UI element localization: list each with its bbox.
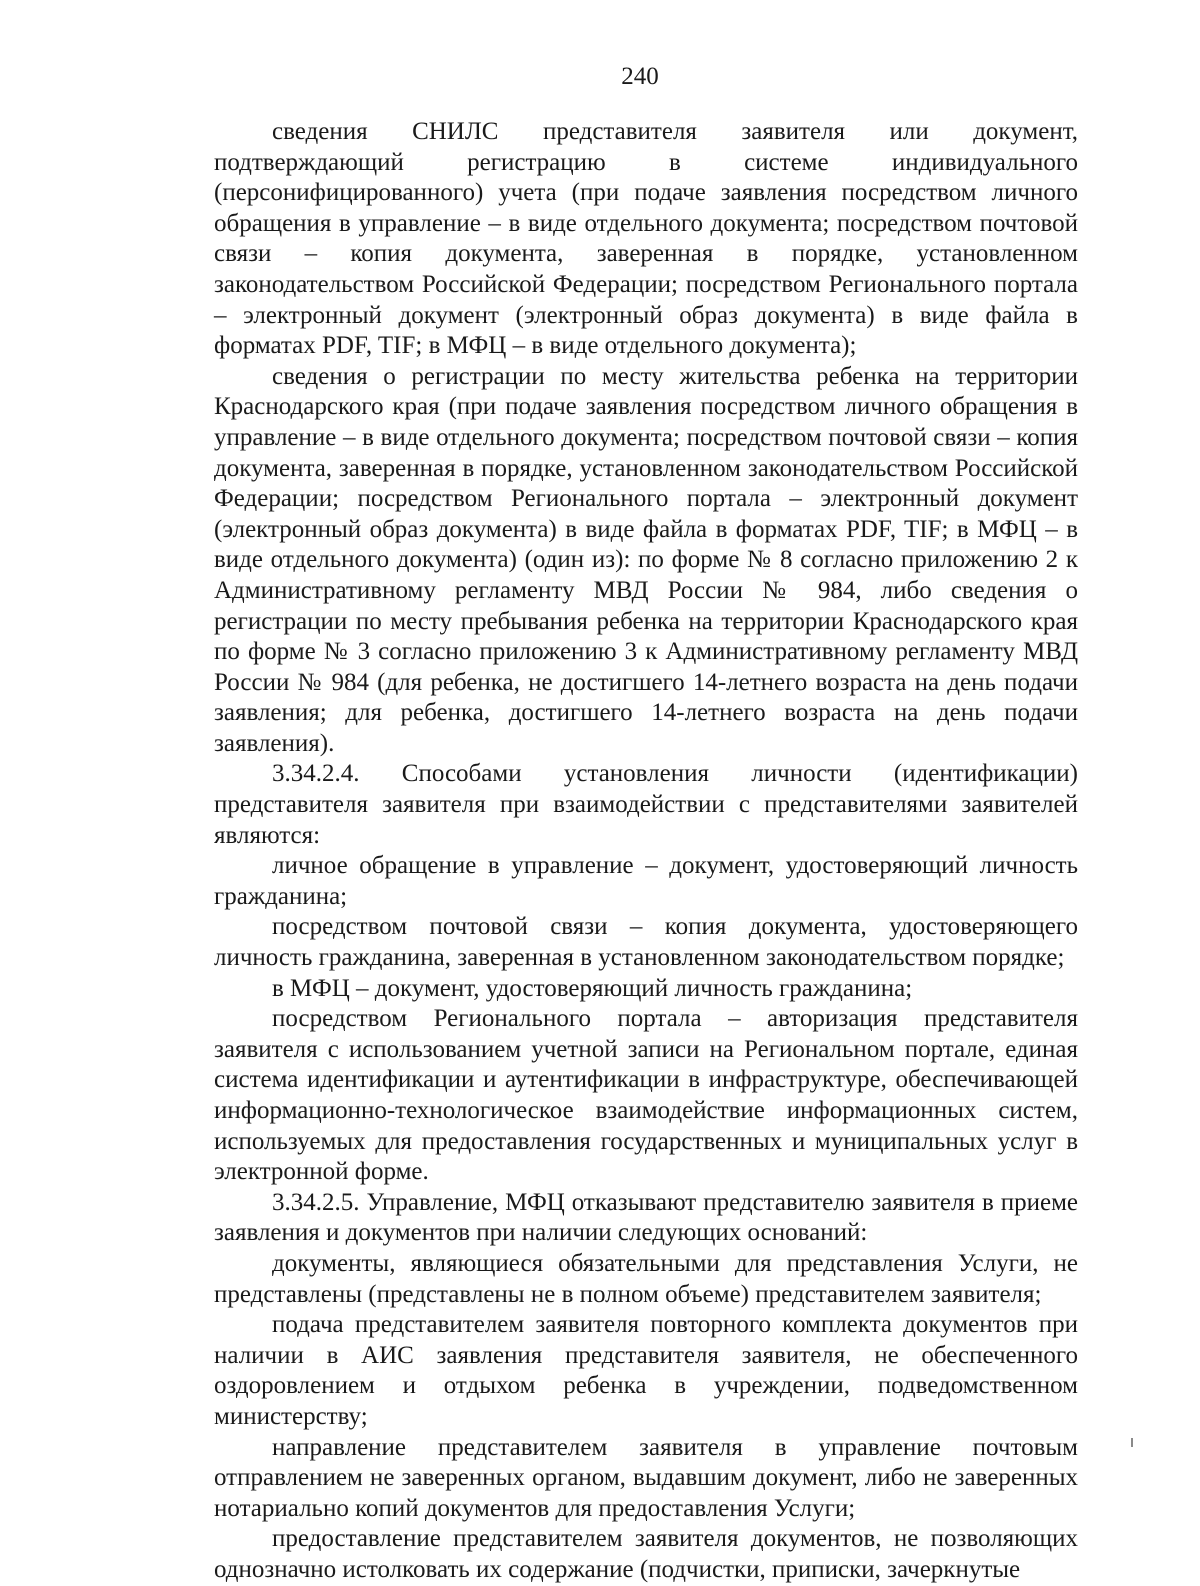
paragraph-documents-missing: документы, являющиеся обязательными для представления Услуги, не представлены (представлены не в полном объеме) представителем заявителя;	[214, 1249, 1078, 1308]
paragraph-ambiguous-documents: предоставление представителем заявителя документов, не позволяющих однозначно истолковать их содержание (подчистки, приписки, зачеркнутые	[214, 1525, 1078, 1583]
paragraph-regional-portal: посредством Регионального портала – авторизация представителя заявителя с использованием учетной записи на Региональном портале, единая система идентификации и аутентификации в инфраструктуре, обеспечивающей информационно-технологическое взаимодействие информационных систем, используемых для предоставления государственных и муниципальных услуг в электронной форме.	[214, 1005, 1078, 1186]
paragraph-3-34-2-5: 3.34.2.5. Управление, МФЦ отказывают представителю заявителя в приеме заявления и документов при наличии следующих оснований:	[214, 1188, 1078, 1247]
document-body	[214, 117, 1078, 1586]
paragraph-mfc: в МФЦ – документ, удостоверяющий личность гражданина;	[272, 974, 913, 1002]
paragraph-postal: посредством почтовой связи – копия документа, удостоверяющего личность гражданина, заверенная в установленном законодательством порядке;	[214, 913, 1078, 972]
paragraph-uncertified-copies: направление представителем заявителя в управление почтовым отправлением не заверенных органом, выдавшим документ, либо не заверенных нотариально копий документов для предоставления Услуги;	[214, 1433, 1078, 1522]
paragraph-3-34-2-4: 3.34.2.4. Способами установления личности (идентификации) представителя заявителя при взаимодействии с представителями заявителей являются:	[214, 760, 1078, 849]
paragraph-personal-visit: личное обращение в управление – документ, удостоверяющий личность гражданина;	[214, 852, 1078, 910]
scan-speck	[1131, 1438, 1133, 1447]
paragraph-registration-info: сведения о регистрации по месту жительства ребенка на территории Краснодарского края (при подаче заявления посредством личного обращения в управление – в виде отдельного документа; посредством почтовой связи – копия документа, заверенная в порядке, установленном законодательством Российской Федерации; посредством Регионального портала – электронный документ (электронный образ документа) в виде файла в форматах PDF, TIF; в МФЦ – в виде отдельного документа) (один из): по форме № 8 согласно приложению 2 к Административному регламенту МВД России № 984, либо сведения о регистрации по месту пребывания ребенка на территории Краснодарского края по форме № 3 согласно приложению 3 к Административному регламенту МВД России № 984 (для ребенка, не достигшего 14-летнего возраста на день подачи заявления; для ребенка, достигшего 14-летнего возраста на день подачи заявления).	[214, 362, 1078, 757]
page-number: 240	[621, 63, 659, 90]
paragraph-snils: сведения СНИЛС представителя заявителя или документ, подтверждающий регистрацию в системе индивидуального (персонифицированного) учета (при подаче заявления посредством личного обращения в управление – в виде отдельного документа; посредством почтовой связи – копия документа, заверенная в порядке, установленном законодательством Российской Федерации; посредством Регионального портала – электронный документ (электронный образ документа) в виде файла в форматах PDF, TIF; в МФЦ – в виде отдельного документа);	[214, 118, 1078, 360]
paragraph-repeat-submission: подача представителем заявителя повторного комплекта документов при наличии в АИС заявления представителя заявителя, не обеспеченного оздоровлением и отдыхом ребенка в учреждении, подведомственном министерству;	[214, 1311, 1078, 1430]
